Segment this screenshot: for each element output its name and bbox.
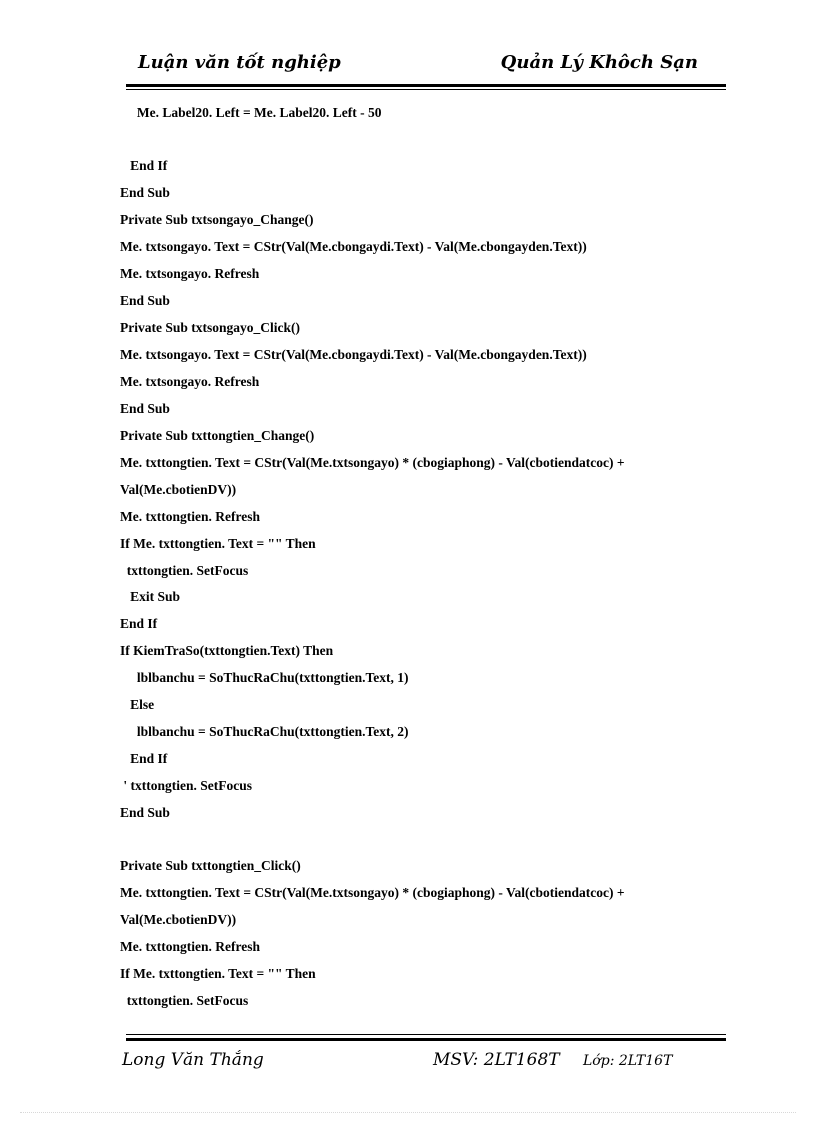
footer-class: Lớp: 2LT16T	[583, 1053, 673, 1069]
code-line: End Sub	[120, 805, 170, 820]
code-line: txttongtien. SetFocus	[120, 993, 249, 1008]
code-line: Val(Me.cbotienDV))	[120, 912, 237, 927]
code-line: txttongtien. SetFocus	[120, 563, 249, 578]
code-line: If KiemTraSo(txttongtien.Text) Then	[120, 643, 334, 658]
code-line: lblbanchu = SoThucRaChu(txttongtien.Text, 2)	[120, 724, 409, 739]
code-line: Exit Sub	[120, 589, 181, 604]
code-line: Me. txttongtien. Refresh	[120, 509, 260, 524]
code-line: Val(Me.cbotienDV))	[120, 482, 237, 497]
code-line: Me. txtsongayo. Refresh	[120, 266, 260, 281]
code-line: Me. txttongtien. Text = CStr(Val(Me.txtsongayo) * (cbogiaphong) - Val(cbotiendatcoc) +	[120, 455, 625, 470]
code-line: End Sub	[120, 185, 170, 200]
footer-msv: MSV: 2LT168T	[433, 1050, 560, 1070]
code-line: ' txttongtien. SetFocus	[120, 778, 252, 793]
code-line: lblbanchu = SoThucRaChu(txttongtien.Text, 1)	[120, 670, 409, 685]
code-line: Me. txtsongayo. Text = CStr(Val(Me.cbongaydi.Text) - Val(Me.cbongayden.Text))	[120, 347, 587, 362]
header-rule-thin	[126, 89, 726, 90]
header-left-title: Luận văn tốt nghiệp	[138, 52, 341, 73]
code-line: Me. txtsongayo. Refresh	[120, 374, 260, 389]
code-line: Me. txttongtien. Refresh	[120, 939, 260, 954]
header-right-title: Quản Lý Khôch Sạn	[500, 52, 698, 73]
code-line: End Sub	[120, 293, 170, 308]
code-line: End If	[120, 158, 168, 173]
code-line: End If	[120, 751, 168, 766]
code-line: Me. txtsongayo. Text = CStr(Val(Me.cbongaydi.Text) - Val(Me.cbongayden.Text))	[120, 239, 587, 254]
page-bottom-border	[20, 1112, 796, 1113]
header-rule-thick	[126, 84, 726, 87]
code-line: End If	[120, 616, 158, 631]
code-line: Else	[120, 697, 155, 712]
code-line: Private Sub txtsongayo_Click()	[120, 320, 300, 335]
code-line: Private Sub txttongtien_Change()	[120, 428, 315, 443]
code-line: End Sub	[120, 401, 170, 416]
footer-rule-thick	[126, 1038, 726, 1041]
footer-rule-thin	[126, 1034, 726, 1035]
code-line: Me. Label20. Left = Me. Label20. Left - 50	[120, 105, 382, 120]
code-line: Me. txttongtien. Text = CStr(Val(Me.txtsongayo) * (cbogiaphong) - Val(cbotiendatcoc) +	[120, 885, 625, 900]
code-line: Private Sub txttongtien_Click()	[120, 858, 301, 873]
footer-author: Long Văn Thắng	[122, 1050, 264, 1070]
code-line: Private Sub txtsongayo_Change()	[120, 212, 314, 227]
code-line: If Me. txttongtien. Text = "" Then	[120, 966, 316, 981]
code-line: If Me. txttongtien. Text = "" Then	[120, 536, 316, 551]
